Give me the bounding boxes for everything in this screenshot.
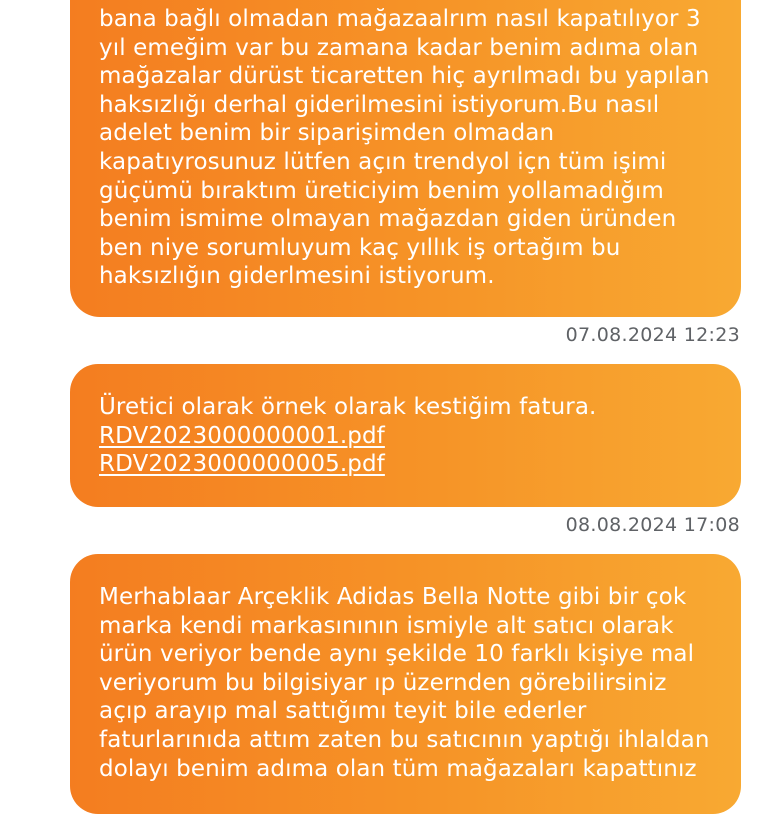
- message-bubble: [70, 0, 741, 317]
- attachment-link-pdf[interactable]: RDV2023000000001.pdf: [99, 422, 385, 449]
- message-bubble: [70, 554, 741, 814]
- attachment-link-pdf[interactable]: RDV2023000000005.pdf: [99, 451, 385, 478]
- message-text: Üretici olarak örnek olarak kestiğim fatura.: [99, 394, 597, 420]
- message-timestamp: 07.08.2024 12:23: [565, 324, 740, 346]
- message-text: bana bağlı olmadan mağazaalrım nasıl kapatılıyor 3 yıl emeğim var bu zamana kadar benim adıma olan mağazalar dürüst ticaretten hiç ayrılmadı bu yapılan haksızlığı derhal giderilmesini istiyorum.Bu nasıl adelet benim bir siparişimden olmadan kapatıyrosunuz lütfen açın trendyol içn tüm işimi güçümü bıraktım üreticiyim benim yollamadığım benim ismime olmayan mağazdan giden üründen ben niye sorumluyum kaç yıllık iş ortağım bu haksızlığın giderlmesini istiyorum.: [99, 6, 710, 290]
- message-bubble: [70, 364, 741, 507]
- message-text: Merhablaar Arçeklik Adidas Bella Notte gibi bir çok marka kendi markasınının ismiyle alt satıcı olarak ürün veriyor bende aynı şekilde 10 farklı kişiye mal veriyorum bu bilgisiyar ıp üzernden görebilirsiniz açıp arayıp mal sattığımı teyit bile ederler faturlarınıda attım zaten bu satıcının yaptığı ihlaldan dolayı benim adıma olan tüm mağazaları kapattınız: [99, 584, 710, 782]
- message-timestamp: 08.08.2024 17:08: [565, 514, 740, 536]
